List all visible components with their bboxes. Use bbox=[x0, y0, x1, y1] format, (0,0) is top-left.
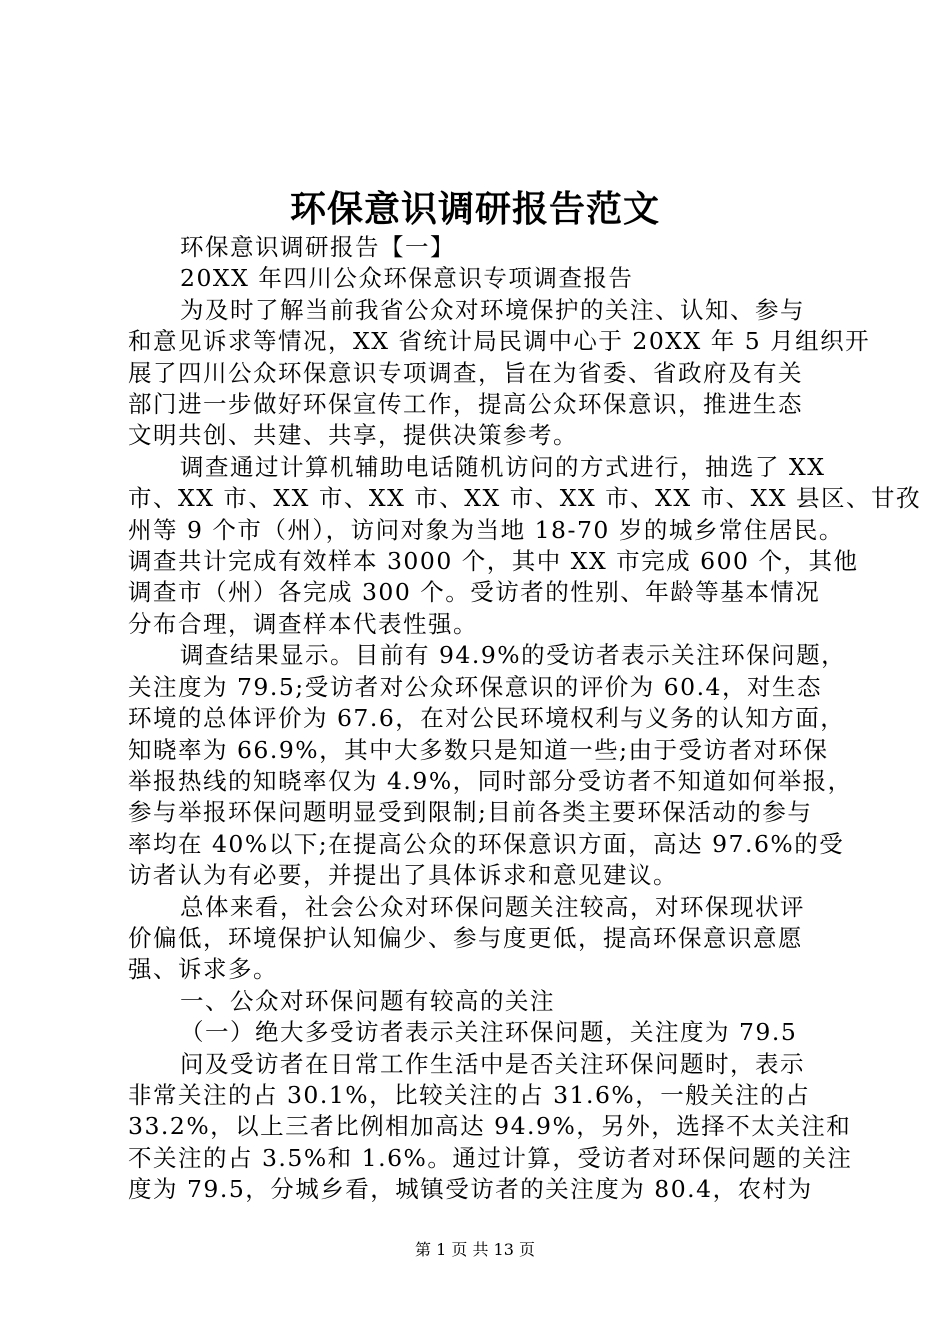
text-line: 举报热线的知晓率仅为 4.9%，同时部分受访者不知道如何举报， bbox=[128, 766, 853, 795]
text-line: 强、诉求多。 bbox=[128, 955, 278, 984]
text-line: 度为 79.5，分城乡看，城镇受访者的关注度为 80.4，农村为 bbox=[128, 1175, 813, 1204]
text-line: 参与举报环保问题明显受到限制;目前各类主要环保活动的参与 bbox=[128, 798, 813, 827]
text-line: 率均在 40%以下;在提高公众的环保意识方面，高达 97.6%的受 bbox=[128, 829, 845, 858]
document-body bbox=[128, 232, 922, 1206]
text-line: （一）绝大多受访者表示关注环保问题，关注度为 79.5 bbox=[180, 1018, 798, 1047]
text-line: 市、XX 市、XX 市、XX 市、XX 市、XX 市、XX 市、XX 县区、甘孜 bbox=[128, 484, 922, 513]
text-line: 州等 9 个市（州），访问对象为当地 18-70 岁的城乡常住居民。 bbox=[128, 515, 844, 544]
page-footer: 第 1 页 共 13 页 bbox=[415, 1240, 535, 1259]
text-line: 为及时了解当前我省公众对环境保护的关注、认知、参与 bbox=[180, 295, 805, 324]
text-line: 总体来看，社会公众对环保问题关注较高，对环保现状评 bbox=[180, 892, 805, 921]
text-line: 环境的总体评价为 67.6，在对公民环境权利与义务的认知方面， bbox=[128, 704, 846, 733]
text-line: 知晓率为 66.9%，其中大多数只是知道一些;由于受访者对环保 bbox=[128, 735, 829, 764]
text-line: 调查市（州）各完成 300 个。受访者的性别、年龄等基本情况 bbox=[128, 578, 821, 607]
text-line: 一、公众对环保问题有较高的关注 bbox=[180, 986, 555, 1015]
text-line: 33.2%，以上三者比例相加高达 94.9%，另外，选择不太关注和 bbox=[128, 1112, 852, 1141]
text-line: 和意见诉求等情况，XX 省统计局民调中心于 20XX 年 5 月组织开 bbox=[128, 327, 871, 356]
text-line: 价偏低，环境保护认知偏少、参与度更低，提高环保意识意愿 bbox=[128, 923, 803, 952]
text-line: 关注度为 79.5;受访者对公众环保意识的评价为 60.4，对生态 bbox=[128, 672, 823, 701]
text-line: 非常关注的占 30.1%，比较关注的占 31.6%，一般关注的占 bbox=[128, 1080, 811, 1109]
text-line: 访者认为有必要，并提出了具体诉求和意见建议。 bbox=[128, 861, 678, 890]
text-line: 文明共创、共建、共享，提供决策参考。 bbox=[128, 421, 578, 450]
text-line: 调查结果显示。目前有 94.9%的受访者表示关注环保问题， bbox=[180, 641, 847, 670]
text-line: 调查共计完成有效样本 3000 个，其中 XX 市完成 600 个，其他 bbox=[128, 547, 859, 576]
text-line: 环保意识调研报告【一】 bbox=[180, 233, 455, 261]
text-line: 不关注的占 3.5%和 1.6%。通过计算，受访者对环保问题的关注 bbox=[128, 1143, 853, 1172]
text-line: 部门进一步做好环保宣传工作，提高公众环保意识，推进生态 bbox=[128, 390, 803, 419]
text-line: 分布合理，调查样本代表性强。 bbox=[128, 609, 478, 638]
text-line: 问及受访者在日常工作生活中是否关注环保问题时，表示 bbox=[180, 1049, 805, 1078]
text-line: 20XX 年四川公众环保意识专项调查报告 bbox=[180, 264, 634, 293]
text-line: 调查通过计算机辅助电话随机访问的方式进行，抽选了 XX bbox=[180, 452, 826, 481]
document-title: 环保意识调研报告范文 bbox=[289, 188, 660, 230]
text-line: 展了四川公众环保意识专项调查，旨在为省委、省政府及有关 bbox=[128, 358, 803, 387]
